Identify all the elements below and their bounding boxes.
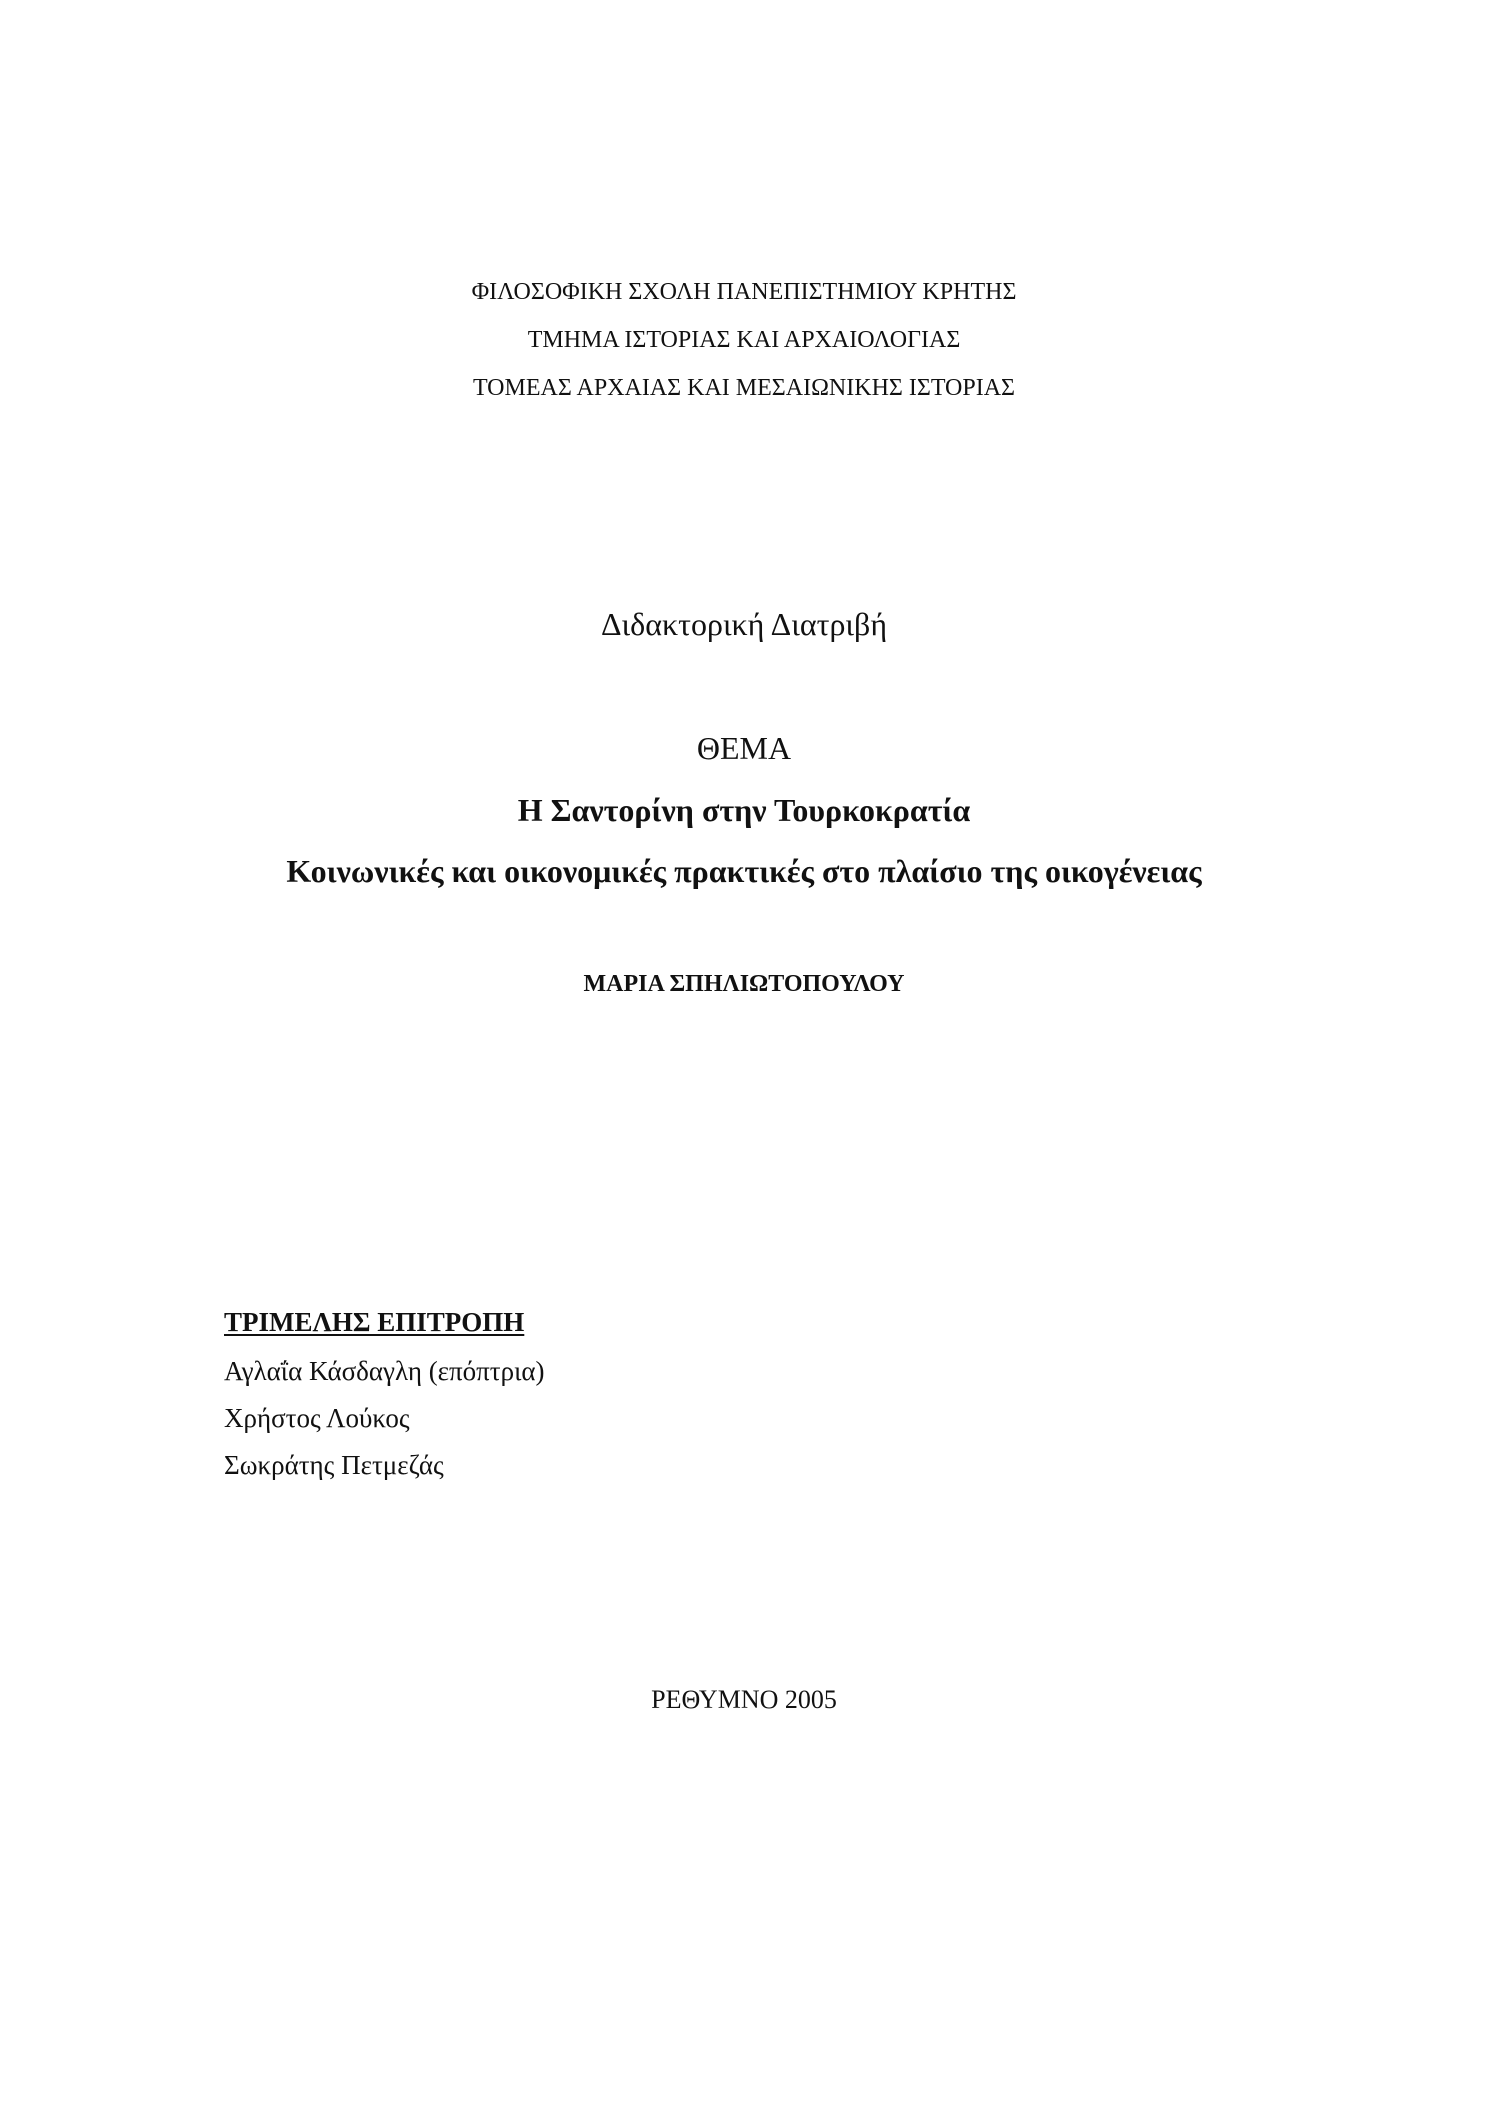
document-type: Διδακτορική Διατριβή [600, 606, 888, 642]
institution-sector: ΤΟΜΕΑΣ ΑΡΧΑΙΑΣ ΚΑΙ ΜΕΣΑΙΩΝΙΚΗΣ ΙΣΤΟΡΙΑΣ [472, 375, 1016, 401]
institution-department: ΤΜΗΜΑ ΙΣΤΟΡΙΑΣ ΚΑΙ ΑΡΧΑΙΟΛΟΓΙΑΣ [527, 327, 961, 353]
committee-member: Χρήστος Λούκος [224, 1403, 410, 1433]
thesis-title: Η Σαντορίνη στην Τουρκοκρατία [517, 792, 971, 828]
place-and-year: ΡΕΘΥΜΝΟ 2005 [651, 1685, 837, 1714]
committee-heading: ΤΡΙΜΕΛΗΣ ΕΠΙΤΡΟΠΗ [224, 1307, 525, 1337]
committee-member-supervisor: Αγλαΐα Κάσδαγλη (επόπτρια) [224, 1356, 545, 1386]
topic-label: ΘΕΜΑ [696, 730, 792, 766]
institution-school: ΦΙΛΟΣΟΦΙΚΗ ΣΧΟΛΗ ΠΑΝΕΠΙΣΤΗΜΙΟΥ ΚΡΗΤΗΣ [471, 279, 1017, 305]
committee-member: Σωκράτης Πετμεζάς [224, 1450, 444, 1480]
author-name: ΜΑΡΙΑ ΣΠΗΛΙΩΤΟΠΟΥΛΟΥ [583, 971, 905, 997]
thesis-subtitle: Κοινωνικές και οικονομικές πρακτικές στο πλαίσιο της οικογένειας [286, 853, 1202, 889]
